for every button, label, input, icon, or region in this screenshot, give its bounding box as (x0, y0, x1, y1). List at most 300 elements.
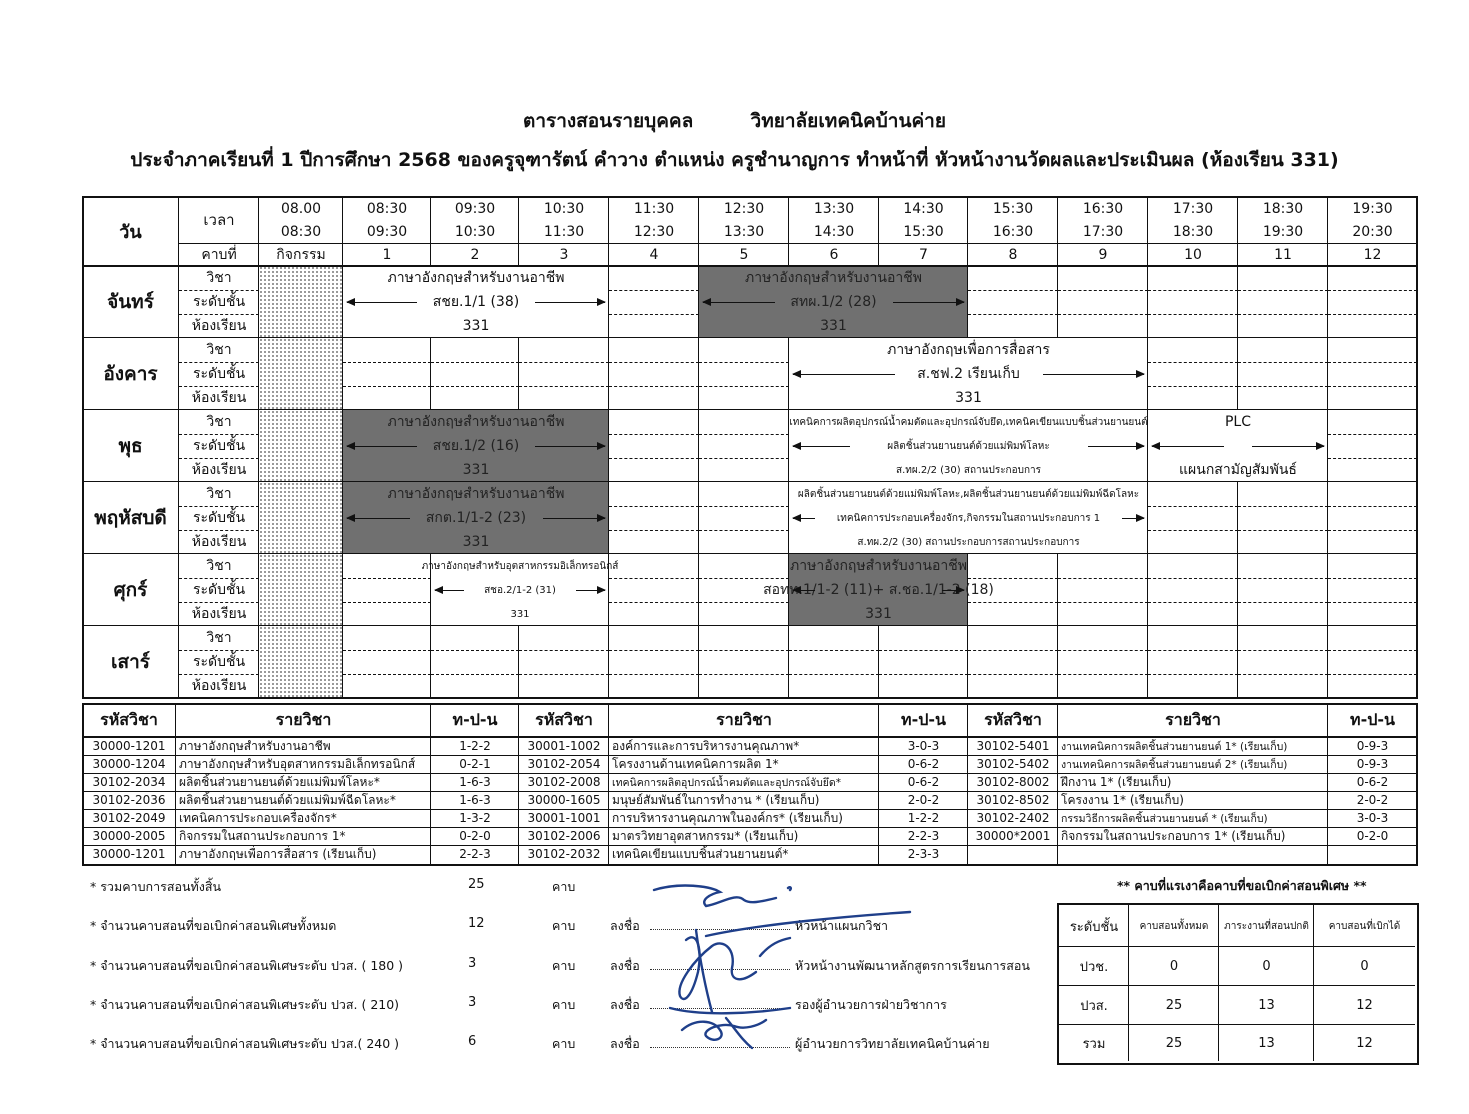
entry-level: เทคนิคการประกอบเครื่องจักร,กิจกรรมในสถานประกอบการ 1 (836, 512, 1101, 524)
sign-label: ลงชื่อ (610, 997, 640, 1012)
sub-row-line (1328, 434, 1417, 435)
time-end: 12:30 (633, 224, 675, 240)
sub-row-line (609, 434, 699, 435)
sub-row-line (1148, 314, 1238, 315)
day-label: พุธ (118, 435, 143, 457)
subject-name: โครงงานด้านเทคนิคการผลิต 1* (612, 756, 779, 771)
column-line (1327, 338, 1328, 410)
name-header: รายวิชา (1165, 709, 1221, 729)
row-label: ห้องเรียน (191, 534, 247, 550)
period-number: 11 (1274, 247, 1292, 263)
entry-level: สกต.1/1-2 (23) (425, 510, 527, 526)
schedule-grid (82, 196, 1417, 702)
sub-row-line (609, 386, 699, 387)
subject-credits: 0-2-0 (1356, 829, 1389, 843)
column-line (1237, 338, 1238, 410)
sub-row-line (1328, 650, 1417, 651)
summary-label: * จำนวนคาบสอนที่ขอเบิกค่าสอนพิเศษระดับ ปวส. ( 210) (90, 997, 400, 1012)
time-start: 08:30 (366, 201, 408, 217)
subject-name: ผลิตชิ้นส่วนยานยนต์ด้วยแม่พิมพ์โลหะ* (179, 774, 380, 789)
period-header: คาบที่ (201, 247, 237, 263)
subject-credits: 1-3-2 (459, 811, 491, 825)
time-start: 09:30 (454, 201, 496, 217)
subject-name: ภาษาอังกฤษเพื่อการสื่อสาร (เรียนเก็บ) (179, 846, 377, 861)
subject-name: การบริหารงานคุณภาพในองค์กร* (เรียนเก็บ) (612, 810, 843, 825)
overtime-header: ระดับชั้น (1069, 919, 1119, 935)
time-end: 18:30 (1172, 224, 1214, 240)
sub-row-line (699, 362, 789, 363)
subject-code: 30000-1605 (527, 793, 601, 807)
subject-name: เทคนิคเขียนแบบชิ้นส่วนยานยนต์* (612, 846, 789, 861)
arrow-left-icon (1152, 446, 1224, 447)
subject-credits: 2-2-3 (459, 847, 491, 861)
sub-row-line (1328, 602, 1417, 603)
summary-label: * จำนวนคาบสอนที่ขอเบิกค่าสอนพิเศษทั้งหมด (90, 918, 337, 933)
period-number: 6 (829, 247, 839, 263)
summary-unit: คาบ (552, 958, 576, 973)
entry-level: ส.ชฟ.2 เรียนเก็บ (917, 366, 1020, 382)
subject-code: 30102-2008 (527, 775, 601, 789)
sub-row-line (879, 650, 968, 651)
credits-header: ท-ป-น (901, 709, 946, 729)
arrow-left-icon (793, 374, 895, 375)
subject-name: ฝึกงาน 1* (เรียนเก็บ) (1061, 774, 1172, 789)
day-separator (82, 625, 1417, 626)
sub-row-line (1238, 314, 1328, 315)
summary-unit: คาบ (552, 879, 576, 894)
column-line (878, 626, 879, 698)
sub-row-line (519, 674, 609, 675)
overtime-header: คาบสอนทั้งหมด (1139, 920, 1209, 932)
arrow-left-icon (703, 302, 775, 303)
row-label: ระดับชั้น (192, 366, 246, 382)
period-number: 5 (739, 247, 749, 263)
column-line (967, 626, 968, 698)
subject-code: 30102-2032 (527, 847, 601, 861)
subject-name: งานเทคนิคการผลิตชิ้นส่วนยานยนต์ 2* (เรียนเก็บ) (1061, 758, 1288, 771)
period-number: 2 (470, 247, 480, 263)
sub-row-line (609, 650, 699, 651)
column-line (342, 626, 343, 698)
subject-code: 30000-1204 (92, 757, 166, 771)
sub-row-line (1238, 290, 1328, 291)
subject-credits: 0-6-2 (1356, 775, 1389, 789)
sub-row-line (519, 362, 609, 363)
entry-level: สชอ.2/1-2 (31) (484, 584, 556, 596)
entry-room: ส.ทผ.2/2 (30) สถานประกอบการสถานประกอบการ (857, 536, 1080, 548)
subject-credits: 0-9-3 (1356, 739, 1389, 753)
time-start: 15:30 (992, 201, 1034, 217)
column-line (608, 338, 609, 410)
column-line (518, 626, 519, 698)
summary-label: * จำนวนคาบสอนที่ขอเบิกค่าสอนพิเศษระดับ ปวส.( 240 ) (90, 1036, 400, 1051)
subject-name: องค์การและการบริหารงานคุณภาพ* (612, 738, 800, 753)
code-header: รหัสวิชา (100, 709, 158, 729)
column-line (1147, 554, 1148, 626)
title-right: วิทยาลัยเทคนิคบ้านค่าย (750, 110, 946, 132)
sub-row-line (968, 650, 1058, 651)
sub-row-line (343, 674, 431, 675)
period-number: 9 (1098, 247, 1108, 263)
sub-row-line (789, 650, 879, 651)
row-label: ระดับชั้น (192, 654, 246, 670)
subject-credits: 1-6-3 (459, 775, 491, 789)
column-line (1237, 482, 1238, 554)
arrow-right-icon (1088, 446, 1145, 447)
subject-code: 30102-5402 (976, 757, 1050, 771)
sub-row-line (699, 674, 789, 675)
sub-row-line (1328, 674, 1417, 675)
overtime-value: 25 (1165, 998, 1183, 1013)
subject-code: 30102-8002 (976, 775, 1050, 789)
summary-unit: คาบ (552, 997, 576, 1012)
sub-row-line (1058, 578, 1148, 579)
summary-unit: คาบ (552, 1036, 576, 1051)
arrow-left-icon (793, 590, 815, 591)
sub-row-line (1058, 674, 1148, 675)
time-start: 16:30 (1082, 201, 1124, 217)
subject-code: 30000*2001 (975, 829, 1051, 843)
row-label: ระดับชั้น (192, 438, 246, 454)
page-subtitle: ประจำภาคเรียนที่ 1 ปีการศึกษา 2568 ของครูจุฑารัตน์ คำวาง ตำแหน่ง ครูชำนาญการ ทำหน้าที่ หัวหน้างานวัดผลและประเมินผล (ห้องเรียน 331) (130, 149, 1339, 171)
sub-row-line (343, 386, 431, 387)
arrow-left-icon (347, 446, 417, 447)
sub-row-line (1238, 650, 1328, 651)
column-line (608, 626, 609, 698)
sub-row-line (1148, 674, 1238, 675)
sub-row-line (1058, 314, 1148, 315)
entry-subject: ภาษาอังกฤษสำหรับอุตสาหกรรมอิเล็กทรอนิกส์ (421, 560, 619, 572)
column-line (698, 626, 699, 698)
column-line (430, 626, 431, 698)
column-line (1327, 266, 1328, 338)
time-end: 19:30 (1262, 224, 1304, 240)
time-end: 11:30 (543, 224, 585, 240)
row-label: ห้องเรียน (191, 606, 247, 622)
sub-row-line (1328, 386, 1417, 387)
column-line (342, 338, 343, 410)
subject-credits: 0-2-0 (459, 829, 491, 843)
sub-row-line (968, 290, 1058, 291)
row-label: วิชา (206, 270, 232, 286)
overtime-value: 0 (1360, 959, 1369, 974)
row-label: ห้องเรียน (191, 678, 247, 694)
sub-row-line (1148, 578, 1238, 579)
subject-credits: 2-0-2 (1356, 793, 1389, 807)
subject-name: มนุษย์สัมพันธ์ในการทำงาน * (เรียนเก็บ) (612, 792, 820, 807)
time-start: 14:30 (903, 201, 944, 217)
arrow-right-icon (893, 302, 965, 303)
entry-subject: ภาษาอังกฤษสำหรับงานอาชีพ (745, 270, 922, 286)
time-end: 17:30 (1082, 224, 1124, 240)
signer-title: ผู้อำนวยการวิทยาลัยเทคนิคบ้านค่าย (795, 1036, 990, 1051)
time-end: 08:30 (280, 224, 322, 240)
subject-name: ภาษาอังกฤษสำหรับอุตสาหกรรมอิเล็กทรอนิกส์ (179, 756, 416, 771)
row-label: ห้องเรียน (191, 462, 247, 478)
column-line (1237, 554, 1238, 626)
column-line (698, 338, 699, 410)
sub-row-line (699, 650, 789, 651)
column-line (1057, 626, 1058, 698)
column-line (1147, 626, 1148, 698)
entry-room: 331 (955, 390, 982, 406)
period-number: 8 (1008, 247, 1018, 263)
sub-row-line (431, 386, 519, 387)
time-start: 17:30 (1172, 201, 1214, 217)
name-header: รายวิชา (275, 709, 332, 729)
overtime-level: ปวส. (1080, 999, 1108, 1014)
subject-code: 30000-1201 (92, 847, 166, 861)
sub-row-line (1328, 506, 1417, 507)
arrow-left-icon (347, 302, 417, 303)
sub-row-line (789, 674, 879, 675)
row-label: วิชา (206, 630, 232, 646)
day-label: เสาร์ (111, 651, 150, 673)
entry-subject: PLC (1224, 414, 1252, 430)
period-number: 7 (919, 247, 928, 263)
subject-credits: 2-3-3 (907, 847, 940, 861)
summary-value: 6 (468, 1034, 477, 1049)
arrow-right-icon (535, 302, 605, 303)
subject-name: มาตรวิทยาอุตสาหกรรม* (เรียนเก็บ) (612, 828, 799, 843)
arrow-right-icon (576, 590, 605, 591)
column-line (698, 482, 699, 554)
column-line (430, 338, 431, 410)
activity-label: กิจกรรม (276, 247, 326, 263)
sub-row-line (1148, 290, 1238, 291)
subject-credits: 0-6-2 (907, 757, 940, 771)
sub-row-line (431, 674, 519, 675)
arrow-right-icon (1252, 446, 1324, 447)
entry-subject: ภาษาอังกฤษสำหรับงานอาชีพ (790, 558, 967, 574)
arrow-left-icon (435, 590, 464, 591)
column-line (1237, 626, 1238, 698)
subject-credits: 3-0-3 (1356, 811, 1389, 825)
entry-room: ส.ทผ.2/2 (30) สถานประกอบการ (895, 464, 1042, 476)
subject-code: 30001-1001 (527, 811, 601, 825)
sub-row-line (1238, 362, 1328, 363)
entry-room: 331 (820, 318, 847, 334)
subject-credits: 1-2-2 (459, 739, 491, 753)
sub-row-line (1238, 578, 1328, 579)
sub-row-line (609, 314, 699, 315)
sub-row-line (431, 362, 519, 363)
sub-row-line (609, 578, 699, 579)
subject-name: เทคนิคการประกอบเครื่องจักร* (179, 810, 337, 825)
entry-level: สชย.1/1 (38) (432, 294, 520, 310)
entry-subject: เทคนิคการผลิตอุปกรณ์น้ำคมตัดและอุปกรณ์จับยึด,เทคนิคเขียนแบบชิ้นส่วนยานยนต์ (789, 416, 1148, 428)
sub-row-line (1238, 506, 1328, 507)
overtime-value: 12 (1356, 998, 1373, 1013)
subject-code: 30102-8502 (976, 793, 1050, 807)
column-line (342, 554, 343, 626)
column-line (518, 338, 519, 410)
entry-room: 331 (510, 608, 530, 620)
day-separator (82, 553, 1417, 554)
sub-row-line (1148, 530, 1238, 531)
sub-row-line (1058, 650, 1148, 651)
time-start: 13:30 (813, 201, 855, 217)
sub-row-line (879, 674, 968, 675)
entry-room: แผนกสามัญสัมพันธ์ (1179, 462, 1297, 478)
subject-code: 30000-2005 (92, 829, 166, 843)
sub-row-line (343, 650, 431, 651)
row-label: ระดับชั้น (192, 510, 246, 526)
code-header: รหัสวิชา (984, 709, 1042, 729)
overtime-header: คาบสอนที่เบิกได้ (1328, 920, 1401, 932)
arrow-right-icon (543, 518, 606, 519)
overtime-value: 25 (1165, 1035, 1183, 1051)
sub-row-line (609, 458, 699, 459)
subject-credits: 1-6-3 (459, 793, 491, 807)
sub-row-line (1148, 362, 1238, 363)
sub-row-line (343, 602, 431, 603)
arrow-left-icon (347, 518, 410, 519)
sub-row-line (699, 458, 789, 459)
sub-row-line (609, 290, 699, 291)
subject-credits: 1-2-2 (907, 811, 940, 825)
signature-image (640, 880, 940, 1060)
entry-subject: ภาษาอังกฤษสำหรับงานอาชีพ (387, 270, 565, 286)
sub-row-line (968, 314, 1058, 315)
overtime-level: รวม (1082, 1036, 1106, 1052)
day-label: อังคาร (103, 363, 158, 385)
subject-credits: 0-2-1 (459, 757, 491, 771)
sub-row-line (1238, 674, 1328, 675)
sub-row-line (1148, 650, 1238, 651)
subject-code: 30102-2006 (527, 829, 601, 843)
column-line (1327, 554, 1328, 626)
time-end: 20:30 (1352, 224, 1393, 240)
overtime-value: 0 (1262, 959, 1271, 974)
subject-credits: 0-9-3 (1356, 757, 1389, 771)
credits-header: ท-ป-น (452, 709, 498, 729)
sub-row-line (1238, 530, 1328, 531)
sub-row-line (699, 434, 789, 435)
overtime-level: ปวช. (1079, 960, 1109, 975)
subject-name: เทคนิคการผลิตอุปกรณ์น้ำคมตัดและอุปกรณ์จับยึด* (612, 776, 841, 789)
row-label: ระดับชั้น (192, 294, 246, 310)
entry-level: สอทท.1/1-2 (11)+ ส.ชอ.1/1-2 (18) (763, 582, 994, 598)
subject-credits: 0-6-2 (907, 775, 940, 789)
day-header: วัน (119, 221, 142, 243)
sub-row-line (1328, 290, 1417, 291)
row-label: ห้องเรียน (191, 318, 247, 334)
time-end: 13:30 (723, 224, 765, 240)
column-line (698, 410, 699, 482)
sub-row-line (609, 674, 699, 675)
time-end: 10:30 (454, 224, 496, 240)
entry-room: 331 (462, 534, 490, 550)
sub-row-line (1328, 362, 1417, 363)
arrow-right-icon (535, 446, 605, 447)
name-header: รายวิชา (716, 709, 772, 729)
time-end: 15:30 (903, 224, 944, 240)
entry-subject: ภาษาอังกฤษเพื่อการสื่อสาร (887, 342, 1050, 358)
summary-unit: คาบ (552, 918, 576, 933)
signer-title: หัวหน้างานพัฒนาหลักสูตรการเรียนการสอน (795, 958, 1030, 973)
time-start: 08.00 (280, 201, 322, 217)
entry-level: สชย.1/2 (16) (432, 438, 520, 454)
credits-header: ท-ป-น (1350, 709, 1395, 729)
subject-code: 30102-2034 (92, 775, 166, 789)
entry-subject: ภาษาอังกฤษสำหรับงานอาชีพ (387, 414, 565, 430)
column-line (1147, 266, 1148, 338)
subject-name: กรรมวิธีการผลิตชิ้นส่วนยานยนต์ * (เรียนเก็บ) (1061, 812, 1268, 825)
arrow-right-icon (1122, 518, 1144, 519)
sub-row-line (1238, 602, 1328, 603)
time-end: 16:30 (992, 224, 1034, 240)
entry-subject: ภาษาอังกฤษสำหรับงานอาชีพ (387, 486, 565, 502)
row-label: ห้องเรียน (191, 390, 247, 406)
sub-row-line (968, 674, 1058, 675)
overtime-value: 13 (1258, 1035, 1275, 1051)
arrow-left-icon (793, 518, 815, 519)
arrow-right-icon (942, 590, 964, 591)
subject-name: งานเทคนิคการผลิตชิ้นส่วนยานยนต์ 1* (เรียนเก็บ) (1061, 740, 1288, 753)
sign-label: ลงชื่อ (610, 1036, 640, 1051)
period-number: 3 (559, 247, 569, 263)
day-label: ศุกร์ (113, 579, 148, 601)
sub-row-line (519, 386, 609, 387)
sub-row-line (609, 602, 699, 603)
subject-credits: 3-0-3 (907, 739, 940, 753)
sub-row-line (1148, 506, 1238, 507)
arrow-right-icon (1043, 374, 1145, 375)
subject-code: 30102-2049 (92, 811, 166, 825)
time-start: 19:30 (1352, 201, 1393, 217)
sub-row-line (1148, 602, 1238, 603)
subject-credits: 2-2-3 (907, 829, 940, 843)
sign-label: ลงชื่อ (610, 958, 640, 973)
sub-row-line (431, 650, 519, 651)
title-left: ตารางสอนรายบุคคล (523, 110, 694, 132)
sub-row-line (699, 386, 789, 387)
subject-code: 30102-2402 (976, 811, 1050, 825)
subject-name: กิจกรรมในสถานประกอบการ 1* (179, 828, 346, 843)
entry-room: 331 (462, 318, 490, 334)
subject-code: 30000-1201 (92, 739, 166, 753)
time-start: 18:30 (1262, 201, 1304, 217)
row-label: วิชา (206, 414, 232, 430)
overtime-value: 12 (1356, 1035, 1373, 1051)
subject-code: 30001-1002 (527, 739, 601, 753)
sub-row-line (609, 530, 699, 531)
summary-label: * รวมคาบการสอนทั้งสิ้น (90, 879, 222, 894)
time-start: 12:30 (723, 201, 765, 217)
sub-row-line (343, 578, 431, 579)
column-line (1327, 482, 1328, 554)
overtime-value: 0 (1169, 959, 1179, 974)
summary-value: 12 (468, 916, 485, 931)
period-number: 1 (382, 247, 392, 263)
page-title (0, 106, 1469, 136)
entry-level: ผลิตชิ้นส่วนยานยนต์ด้วยแม่พิมพ์โลหะ (887, 440, 1050, 452)
signer-title: รองผู้อำนวยการฝ่ายวิชาการ (795, 997, 947, 1012)
row-label: ระดับชั้น (192, 582, 246, 598)
column-line (788, 626, 789, 698)
sub-row-line (699, 506, 789, 507)
sub-row-line (968, 602, 1058, 603)
sub-row-line (343, 362, 431, 363)
overtime-value: 13 (1258, 998, 1275, 1013)
sub-row-line (519, 650, 609, 651)
summary-value: 25 (468, 877, 485, 892)
row-label: วิชา (206, 342, 232, 358)
overtime-note: ** คาบที่แรเงาคือคาบที่ขอเบิกค่าสอนพิเศษ ** (1117, 878, 1367, 893)
time-start: 11:30 (633, 201, 675, 217)
subject-name: ภาษาอังกฤษสำหรับงานอาชีพ (179, 738, 331, 753)
